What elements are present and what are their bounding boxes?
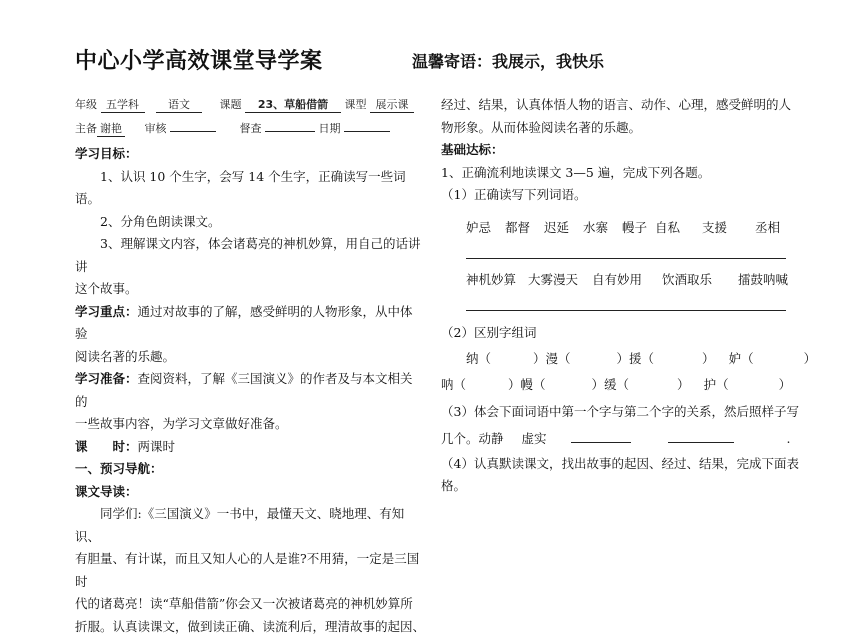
word: 擂鼓呐喊 (738, 272, 788, 287)
example-word: 几个。动静 (441, 431, 504, 446)
char-cell: ）缓（ (592, 377, 630, 392)
prep-text: 查阅资料，了解《三国演义》的作者及与本文相关的 (75, 371, 413, 409)
section-1-heading: 一、预习导航： (75, 458, 425, 481)
word: 大雾漫天 (528, 272, 578, 287)
char-cell: 纳（ (466, 351, 491, 366)
focus-label: 学习重点： (75, 304, 138, 319)
hours-line (75, 436, 425, 459)
lesson-label: 课题 (220, 98, 242, 111)
answer-line-2[interactable] (466, 310, 786, 311)
goal-item: 1、认识 10 个生字，会写 14 个生字，正确读写一些词语。 (75, 166, 425, 211)
intro-line: 有胆量、有计谋，而且又知人心的人是谁?不用猜，一定是三国时 (75, 548, 425, 593)
word: 妒忌 (466, 220, 491, 235)
question-3: （3）体会下面词语中第一个字与第二个字的关系，然后照样子写 (441, 402, 799, 420)
page-title: 中心小学高效课堂导学案 (75, 44, 323, 75)
intro-continued: 物形象。从而体验阅读名著的乐趣。 (441, 117, 791, 140)
intro-heading: 课文导读： (75, 481, 425, 504)
period: . (786, 431, 790, 446)
char-row-2 (441, 375, 791, 393)
word: 神机妙算 (466, 272, 516, 287)
review-label: 审核 (145, 122, 167, 135)
char-cell: ）幔（ (508, 377, 546, 392)
type-value: 展示课 (370, 96, 414, 113)
answer-line-1[interactable] (466, 258, 786, 259)
intro-line: 代的诸葛亮！读“草船借箭”你会又一次被诸葛亮的神机妙算所 (75, 593, 425, 616)
question-4: （4）认真默读课文，找出故事的起因、经过、结果，完成下面表 (441, 454, 799, 472)
task-1: 1、正确流利地读课文 3—5 遍，完成下列各题。 (441, 162, 791, 185)
char-row-1 (466, 349, 816, 367)
date-blank (344, 131, 390, 132)
char-cell: 护（ (704, 377, 729, 392)
question-3-line-2 (441, 429, 790, 447)
goals-heading: 学习目标： (75, 143, 425, 166)
author-value: 谢艳 (97, 120, 125, 137)
word: 水寨 (583, 220, 608, 235)
lesson-value: 23、草船借箭 (245, 96, 341, 113)
char-cell: 呐（ (441, 377, 466, 392)
date-label: 日期 (319, 122, 341, 135)
hours-value: 两课时 (138, 439, 176, 454)
motto: 温馨寄语：我展示，我快乐 (412, 49, 604, 72)
char-cell: 妒（ (729, 351, 754, 366)
intro-line: 同学们:《三国演义》一书中，最懂天文、晓地理、有知识、 (75, 503, 425, 548)
right-column (441, 94, 791, 207)
author-label: 主备 (75, 122, 97, 135)
question-4-line-2: 格。 (441, 476, 466, 494)
word: 都督 (505, 220, 530, 235)
goal-item: 2、分角色朗读课文。 (75, 211, 425, 234)
hours-label: 课 时： (75, 439, 138, 454)
char-cell: ） (804, 351, 817, 366)
char-cell: ） (677, 377, 690, 392)
focus-text: 通过对故事的了解，感受鲜明的人物形象，从中体验 (75, 304, 413, 342)
word: 自私 (655, 220, 680, 235)
grade-label: 年级 (75, 98, 97, 111)
answer-blank[interactable] (668, 442, 734, 443)
intro-line: 折服。认真读课文，做到读正确、读流利后，理清故事的起因、 (75, 616, 425, 638)
char-cell: ） (779, 377, 792, 392)
char-cell: ）援（ (617, 351, 655, 366)
word: 自有妙用 (592, 272, 642, 287)
meta-row-1 (75, 96, 414, 113)
word: 饮酒取乐 (662, 272, 712, 287)
subject-value: 语文 (156, 96, 202, 113)
char-cell: ） (702, 351, 715, 366)
supervise-label: 督查 (240, 122, 262, 135)
left-column (75, 143, 425, 638)
words-row-1 (466, 218, 780, 236)
char-cell: ）漫（ (533, 351, 571, 366)
word: 支援 (702, 220, 727, 235)
supervise-blank (265, 131, 315, 132)
grade-value: 五学科 (101, 96, 145, 113)
question-2: （2）区别字组词 (441, 323, 536, 341)
focus-line (75, 301, 425, 346)
example-word: 虚实 (522, 431, 547, 446)
answer-blank[interactable] (571, 442, 631, 443)
question-1: （1）正确读写下列词语。 (441, 184, 791, 207)
basic-heading: 基础达标： (441, 139, 791, 162)
words-row-2 (466, 270, 788, 288)
word: 迟延 (544, 220, 569, 235)
word: 幔子 (622, 220, 647, 235)
review-blank (170, 131, 216, 132)
prep-line (75, 368, 425, 413)
meta-row-2 (75, 120, 390, 137)
type-label: 课型 (345, 98, 367, 111)
prep-label: 学习准备： (75, 371, 138, 386)
intro-continued: 经过、结果，认真体悟人物的语言、动作、心理，感受鲜明的人 (441, 94, 791, 117)
goal-item: 这个故事。 (75, 278, 425, 301)
focus-text-2: 阅读名著的乐趣。 (75, 346, 425, 369)
word: 丞相 (755, 220, 780, 235)
prep-text-2: 一些故事内容，为学习文章做好准备。 (75, 413, 425, 436)
goal-item: 3、理解课文内容，体会诸葛亮的神机妙算，用自己的话讲讲 (75, 233, 425, 278)
